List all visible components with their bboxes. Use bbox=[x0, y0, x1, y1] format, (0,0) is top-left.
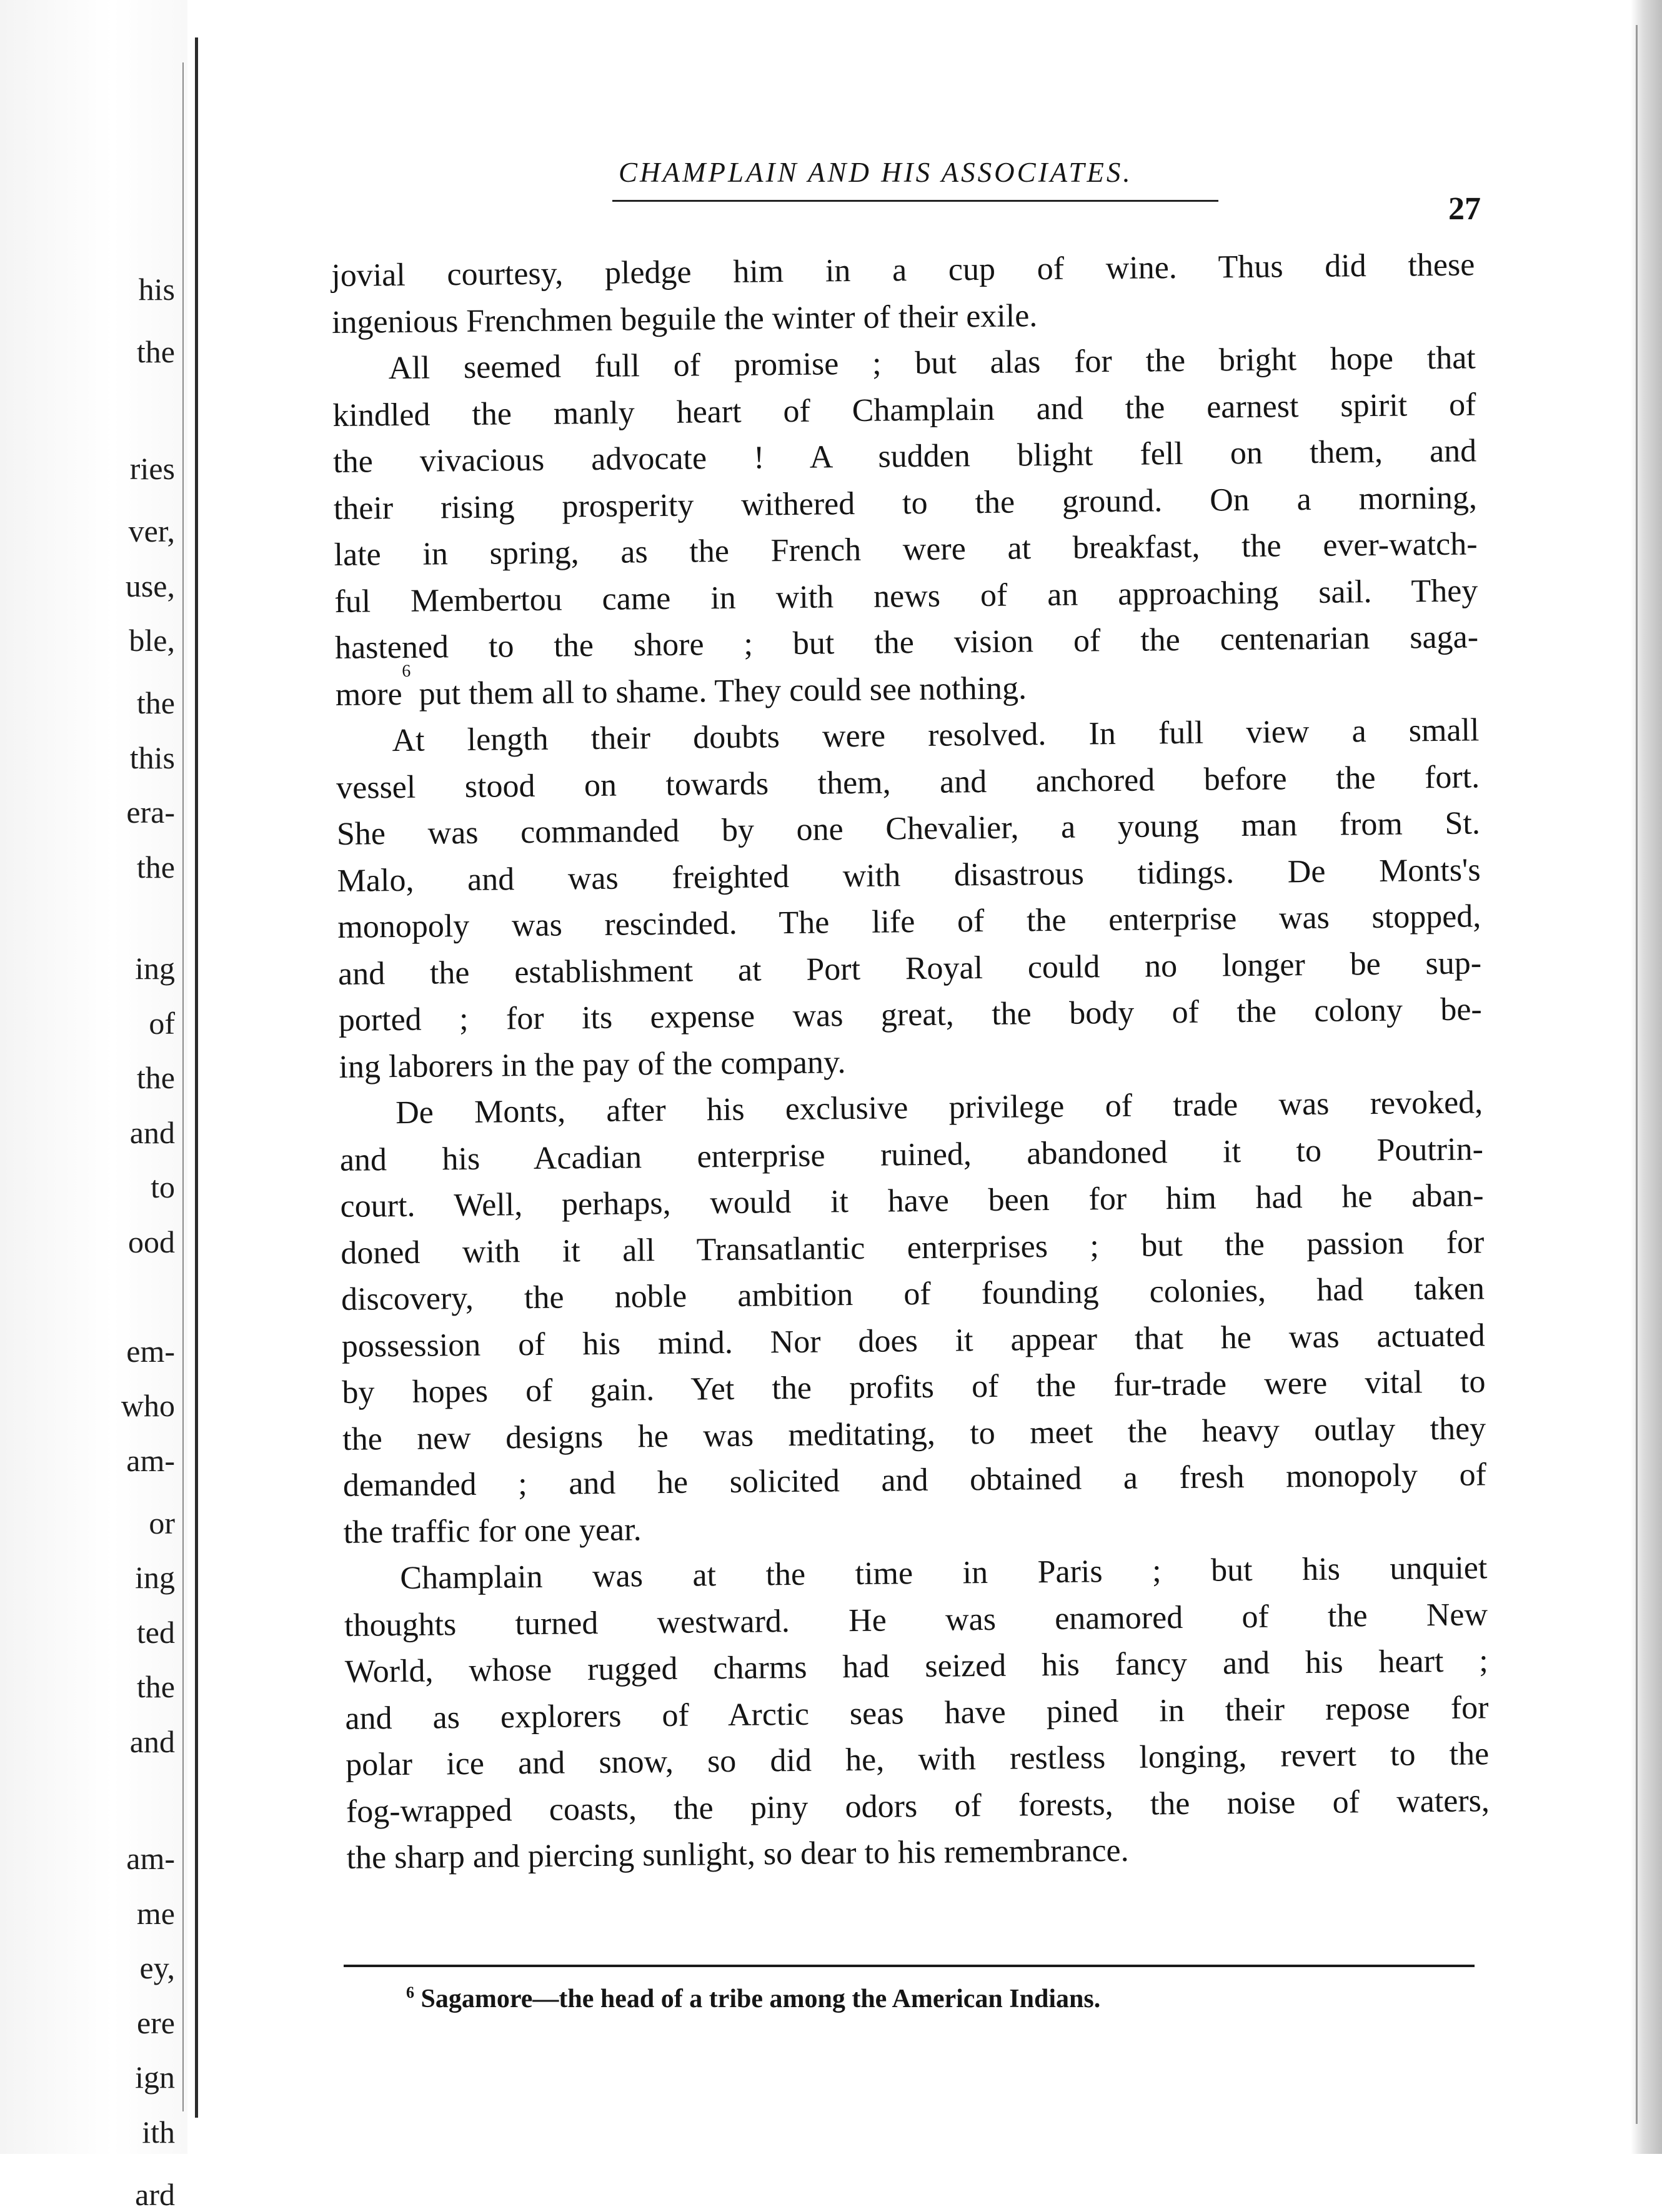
text-line: the sharp and piercing sunlight, so dear to his remembrance. bbox=[346, 1832, 1129, 1876]
fragment-line: ble, bbox=[129, 623, 175, 658]
fragment-line: ign bbox=[135, 2060, 175, 2095]
book-gutter bbox=[195, 37, 198, 2118]
fragment-line: ith bbox=[142, 2114, 175, 2150]
text-line: World, whose rugged charms had seized his fancy and his heart ; bbox=[344, 1643, 1488, 1690]
text-fragment: put them all to shame. They could see nothing. bbox=[419, 670, 1027, 712]
fragment-line: the bbox=[136, 334, 175, 369]
footnote bbox=[406, 1983, 1100, 2014]
text-line: ingenious Frenchmen beguile the winter of their exile. bbox=[331, 297, 1038, 340]
text-line: by hopes of gain. Yet the profits of the fur-trade were vital to bbox=[342, 1364, 1486, 1411]
text-line: ful Membertou came in with news of an approaching sail. They bbox=[334, 572, 1478, 620]
fragment-line: to bbox=[151, 1169, 175, 1204]
fragment-line: and bbox=[129, 1723, 175, 1759]
fragment-line: ing bbox=[135, 1560, 175, 1595]
text-line: court. Well, perhaps, would it have been for him had he aban- bbox=[340, 1178, 1484, 1224]
text-line: the new designs he was meditating, to meet the heavy outlay they bbox=[342, 1410, 1486, 1457]
text-line: possession of his mind. Nor does it appear that he was actuated bbox=[341, 1317, 1485, 1364]
text-line: their rising prosperity withered to the ground. On a morning, bbox=[333, 479, 1478, 527]
text-line: She was commanded by one Chevalier, a young man from St. bbox=[336, 805, 1481, 852]
running-title-underline bbox=[612, 200, 1218, 202]
text-line: monopoly was rescinded. The life of the enterprise was stopped, bbox=[337, 898, 1481, 945]
fragment-line: am- bbox=[126, 1442, 175, 1478]
fragment-line: the bbox=[136, 849, 175, 885]
text-line: kindled the manly heart of Champlain and the earnest spirit of bbox=[332, 386, 1476, 434]
text-line: and as explorers of Arctic seas have pined in their repose for bbox=[345, 1689, 1489, 1737]
fragment-line: era- bbox=[126, 795, 175, 830]
book-page bbox=[306, 156, 1490, 2093]
text-line: ported ; for its expense was great, the body of the colony be- bbox=[338, 991, 1482, 1038]
previous-page-fragments bbox=[0, 0, 181, 2212]
page-number: 27 bbox=[1448, 191, 1481, 227]
footnote-reference: 6 bbox=[402, 661, 411, 681]
fragment-line: the bbox=[136, 1669, 175, 1704]
footnote-text: Sagamore—the head of a tribe among the American Indians. bbox=[420, 1985, 1101, 2013]
fragment-line: ver, bbox=[128, 513, 175, 548]
text-line: jovial courtesy, pledge him in a cup of wine. Thus did these bbox=[331, 247, 1475, 294]
paragraph bbox=[336, 707, 1483, 1091]
paragraph bbox=[344, 1545, 1490, 1882]
fragment-line: who bbox=[121, 1388, 175, 1423]
fragment-line: or bbox=[149, 1505, 175, 1540]
fragment-line: ries bbox=[129, 451, 175, 486]
text-line: Champlain was at the time in Paris ; but his unquiet bbox=[400, 1550, 1488, 1597]
fragment-line: ey, bbox=[139, 1950, 175, 1985]
fragment-line: me bbox=[136, 1895, 175, 1931]
fragment-line: of bbox=[149, 1005, 175, 1041]
footnote-divider bbox=[344, 1965, 1475, 1967]
fragment-line: use, bbox=[125, 568, 175, 603]
text-line: fog-wrapped coasts, the piny odors of forests, the noise of waters, bbox=[346, 1782, 1490, 1830]
text-line: and the establishment at Port Royal could no longer be sup- bbox=[337, 945, 1482, 992]
text-line: demanded ; and he solicited and obtained a fresh monopoly of bbox=[342, 1457, 1487, 1504]
text-line: hastened to the shore ; but the vision of the centenarian saga- bbox=[334, 619, 1479, 666]
fragment-line: the bbox=[136, 1060, 175, 1095]
paragraph bbox=[331, 242, 1475, 346]
text-fragment: more bbox=[335, 676, 402, 713]
paragraph bbox=[332, 335, 1479, 718]
text-line: At length their doubts were resolved. In full view a small bbox=[392, 712, 1480, 759]
fragment-line: ard bbox=[135, 2176, 175, 2212]
book-gutter-shadow bbox=[182, 62, 184, 2111]
fragment-line: em- bbox=[126, 1333, 175, 1369]
text-line: De Monts, after his exclusive privilege of trade was revoked, bbox=[395, 1084, 1483, 1131]
text-line: discovery, the noble ambition of founding colonies, had taken bbox=[341, 1271, 1485, 1317]
fragment-line: this bbox=[129, 740, 175, 775]
fragment-line: ted bbox=[136, 1614, 175, 1650]
text-line: late in spring, as the French were at breakfast, the ever-watch- bbox=[334, 526, 1478, 573]
text-line: doned with it all Transatlantic enterprises ; but the passion for bbox=[341, 1224, 1485, 1271]
fragment-line: ing bbox=[135, 951, 175, 986]
text-line: ing laborers in the pay of the company. bbox=[339, 1044, 846, 1085]
paragraph bbox=[339, 1079, 1487, 1556]
fragment-line: am- bbox=[126, 1841, 175, 1876]
fragment-line: ood bbox=[128, 1224, 175, 1259]
footnote-marker: 6 bbox=[406, 1983, 414, 2001]
text-line: polar ice and snow, so did he, with restless longing, revert to the bbox=[345, 1736, 1490, 1783]
fragment-line: his bbox=[138, 271, 175, 307]
text-line: the traffic for one year. bbox=[343, 1511, 642, 1550]
fragment-line: ere bbox=[136, 2005, 175, 2040]
text-line: the vivacious advocate ! A sudden blight fell on them, and bbox=[332, 433, 1477, 480]
text-line: Malo, and was freighted with disastrous tidings. De Monts's bbox=[337, 851, 1481, 899]
text-line: and his Acadian enterprise ruined, abandoned it to Poutrin- bbox=[339, 1131, 1484, 1178]
text-line: vessel stood on towards them, and anchored before the fort. bbox=[336, 758, 1480, 806]
running-title: CHAMPLAIN AND HIS ASSOCIATES. bbox=[619, 157, 1133, 188]
text-line: thoughts turned westward. He was enamored of the New bbox=[344, 1596, 1488, 1644]
fragment-line: the bbox=[136, 685, 175, 720]
text-line: All seemed full of promise ; but alas for the bright hope that bbox=[388, 340, 1476, 387]
page-edge-line bbox=[1636, 25, 1638, 2124]
fragment-line: and bbox=[129, 1114, 175, 1150]
body-text bbox=[331, 242, 1490, 1882]
